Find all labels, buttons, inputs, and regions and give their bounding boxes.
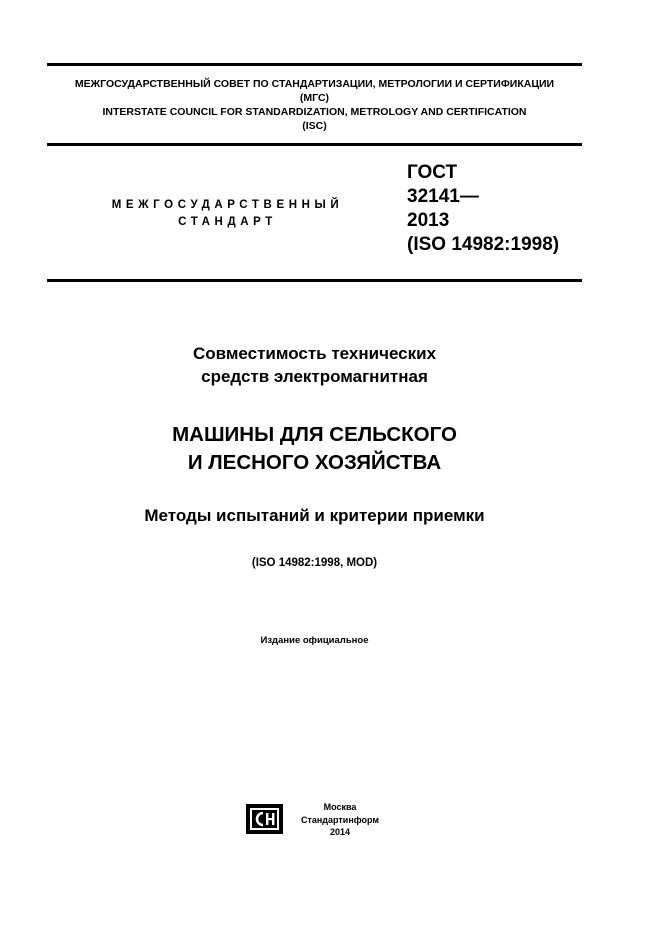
standard-type (95, 197, 360, 231)
council-name-en: INTERSTATE COUNCIL FOR STANDARDIZATION, METROLOGY AND CERTIFICATION (102, 106, 527, 118)
designation-divider (47, 279, 582, 282)
top-rule (47, 63, 582, 66)
publisher-name: Стандартинформ (300, 814, 380, 825)
publisher-city: Москва (323, 802, 357, 812)
gost-label: ГОСТ (407, 162, 458, 183)
edition-note: Издание официальное (260, 635, 369, 646)
publisher-info (289, 801, 391, 839)
council-abbr-en: (ISC) (302, 120, 327, 132)
standartinform-logo-icon (246, 804, 283, 834)
header-divider (47, 143, 582, 146)
title-group-line2: средств электромагнитная (201, 367, 428, 386)
gost-number: 32141— (407, 186, 479, 207)
title-group-line1: Совместимость технических (192, 344, 437, 363)
council-abbr-ru: (МГС) (299, 92, 330, 104)
council-header (47, 77, 582, 133)
title-group-heading (47, 342, 582, 388)
gost-designation (407, 161, 559, 257)
title-main-line1: МАШИНЫ ДЛЯ СЕЛЬСКОГО (172, 423, 457, 446)
title-main (47, 421, 582, 477)
title-subtitle: Методы испытаний и критерии приемки (144, 506, 485, 525)
iso-reference: (ISO 14982:1998, MOD) (251, 557, 378, 569)
gost-year: 2013 (407, 210, 450, 231)
council-name-ru: МЕЖГОСУДАРСТВЕННЫЙ СОВЕТ ПО СТАНДАРТИЗАЦИИ, МЕТРОЛОГИИ И СЕРТИФИКАЦИИ (74, 78, 555, 90)
standard-type-line2: СТАНДАРТ (178, 216, 277, 228)
publisher-year: 2014 (329, 827, 351, 837)
standard-type-line1: МЕЖГОСУДАРСТВЕННЫЙ (111, 199, 344, 211)
title-main-line2: И ЛЕСНОГО ХОЗЯЙСТВА (187, 451, 442, 474)
iso-equivalent: (ISO 14982:1998) (407, 234, 560, 255)
